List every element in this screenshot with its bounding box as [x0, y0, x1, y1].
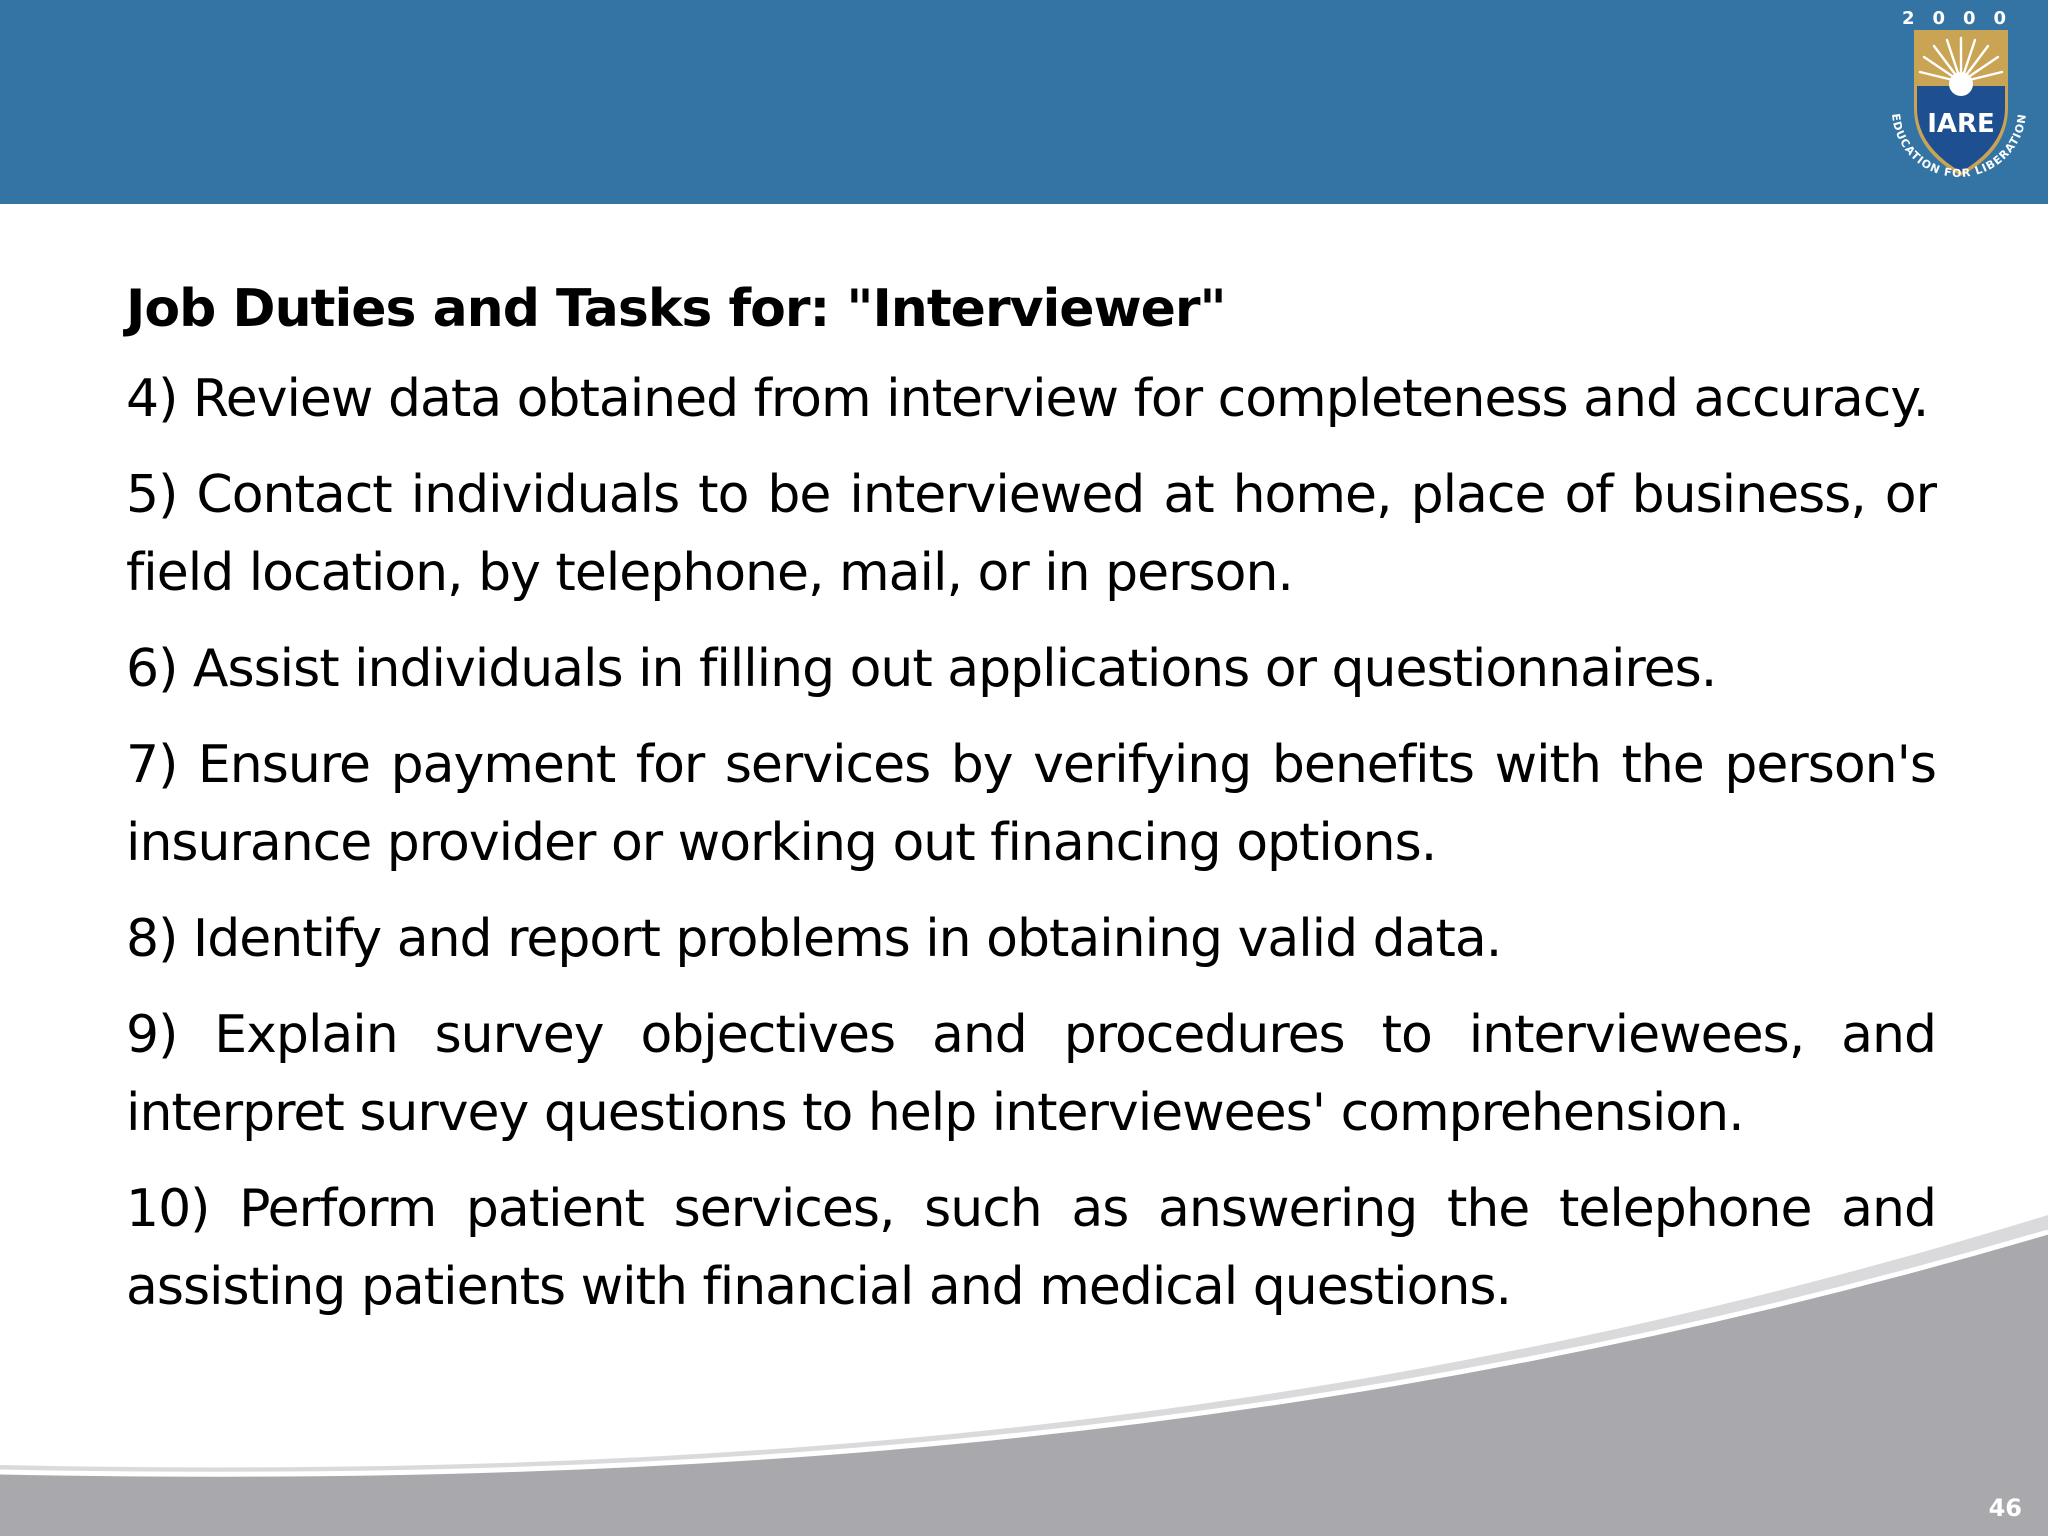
page-number: 46: [1988, 1494, 2022, 1522]
duty-item-10: 10) Perform patient services, such as answering the telephone and assisting patients with financial and medical questions.: [126, 1179, 1936, 1317]
slide-title: Job Duties and Tasks for: "Interviewer": [126, 279, 1226, 339]
duty-item-7: 7) Ensure payment for services by verifying benefits with the person's insurance provider or working out financing options.: [126, 735, 1936, 873]
duty-item-9: 9) Explain survey objectives and procedures to interviewees, and interpret survey questions to help interviewees' comprehension.: [126, 1005, 1936, 1143]
logo-year: 2000: [1901, 8, 2025, 29]
header-bar: [0, 0, 2048, 204]
slide-content: [126, 274, 1936, 1344]
iare-logo: [1862, 0, 2048, 204]
logo-name: IARE: [1927, 109, 1995, 139]
logo-motto: EDUCATION FOR LIBERATION: [1889, 112, 2030, 181]
duty-item-8: 8) Identify and report problems in obtaining valid data.: [126, 909, 1502, 969]
duty-item-6: 6) Assist individuals in filling out applications or questionnaires.: [126, 639, 1717, 699]
duty-item-5: 5) Contact individuals to be interviewed at home, place of business, or field location, by telephone, mail, or in person.: [126, 465, 1936, 603]
duty-item-4: 4) Review data obtained from interview for completeness and accuracy.: [126, 369, 1929, 429]
